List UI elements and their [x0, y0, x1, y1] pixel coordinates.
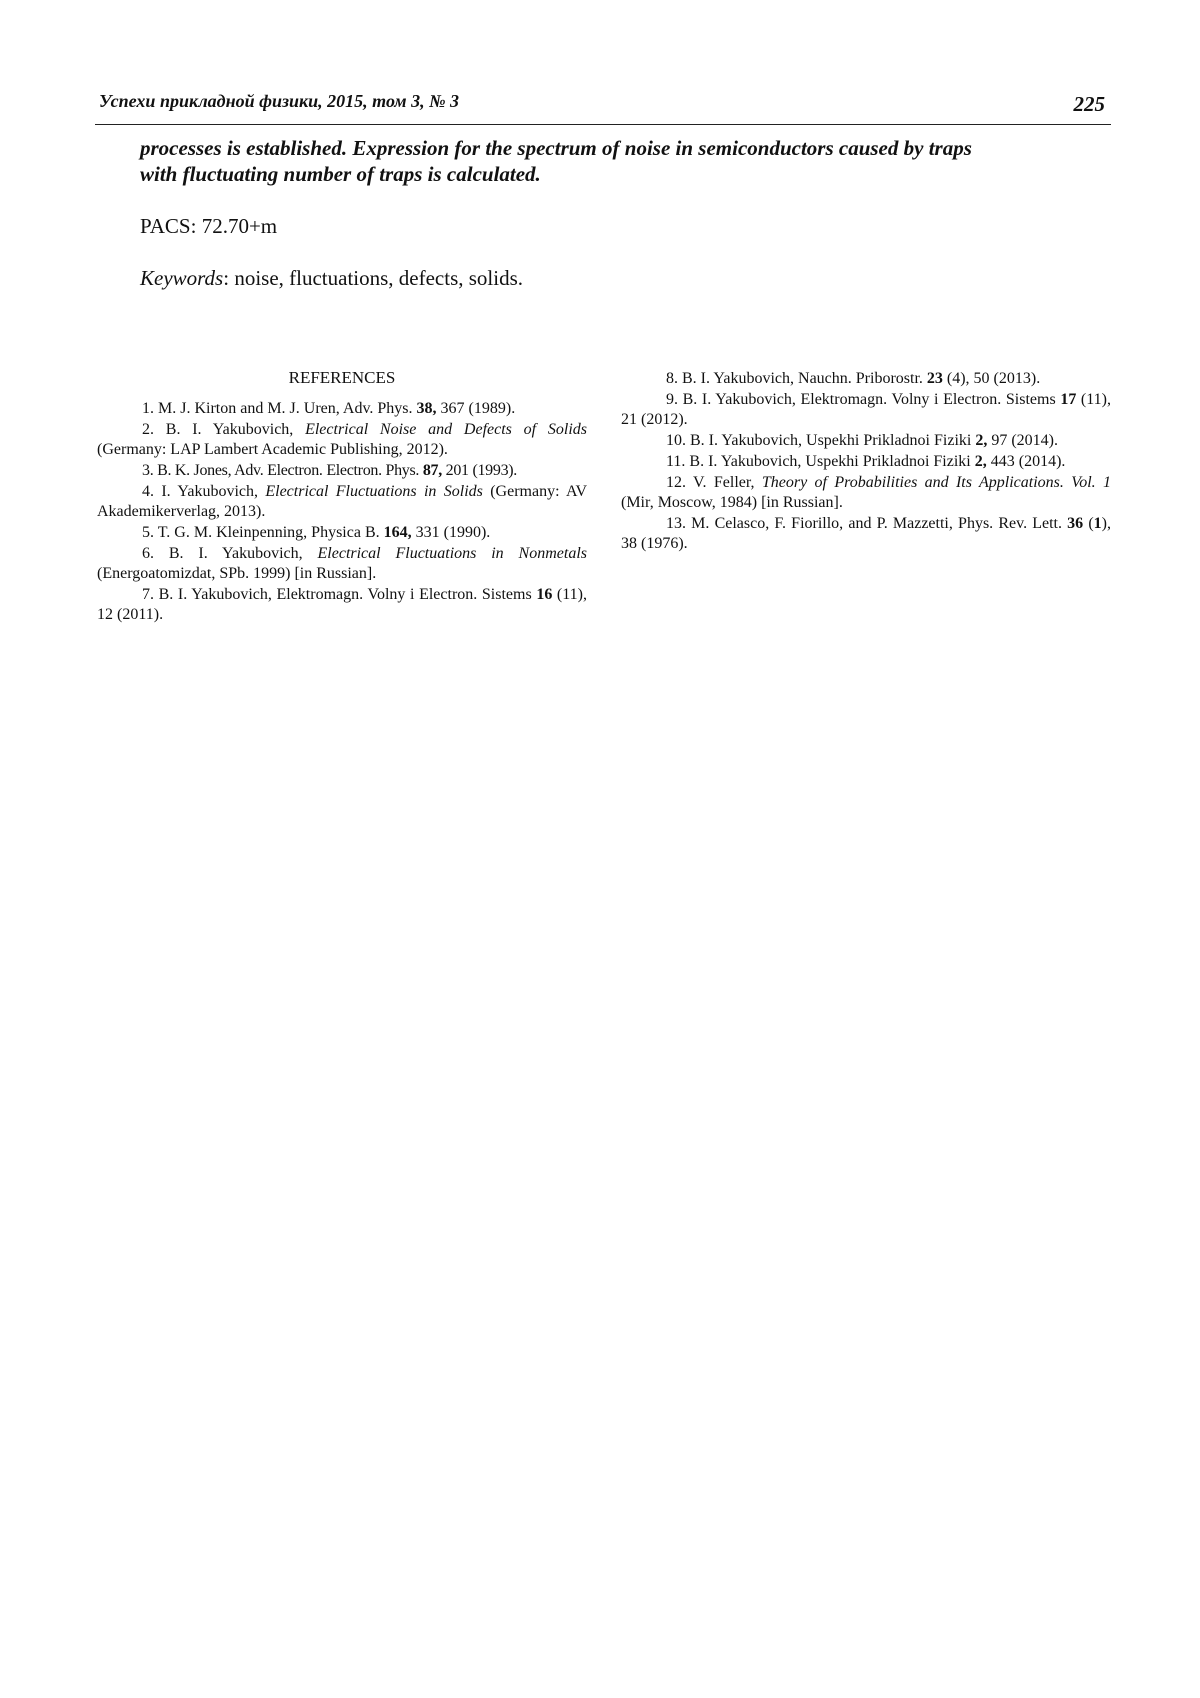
reference-bold: 87,: [422, 462, 442, 479]
reference-num: 8.: [666, 370, 678, 387]
reference-bold: 38,: [416, 400, 437, 417]
reference-bold: 16: [536, 586, 553, 603]
pacs-code: PACS: 72.70+m: [140, 214, 278, 238]
reference-item: [97, 585, 587, 625]
reference-num: 10.: [666, 432, 686, 449]
reference-item: [621, 514, 1111, 554]
reference-item: [97, 523, 587, 543]
reference-num: 12.: [666, 474, 686, 491]
reference-italic: Theory of Probabilities and Its Applications. Vol. 1: [761, 474, 1111, 491]
reference-num: 2.: [142, 421, 154, 438]
reference-pre: T. G. M. Kleinpenning, Physica B.: [154, 524, 384, 541]
reference-post: 367 (1989).: [436, 400, 516, 417]
reference-item: [621, 390, 1111, 430]
reference-pre: B. I. Yakubovich,: [154, 421, 306, 438]
reference-post: 443 (2014).: [986, 453, 1066, 470]
reference-item: [97, 482, 587, 522]
references-title: REFERENCES: [288, 368, 396, 387]
reference-item: [97, 399, 587, 419]
reference-bold: 2,: [974, 453, 987, 470]
reference-num: 7.: [142, 586, 154, 603]
reference-post: (Mir, Moscow, 1984) [in Russian].: [621, 494, 843, 511]
reference-post: (Germany: LAP Lambert Academic Publishing, 2012).: [97, 441, 448, 458]
reference-num: 4.: [142, 483, 154, 500]
keywords: [140, 266, 523, 291]
reference-num: 9.: [666, 391, 678, 408]
reference-num: 6.: [142, 545, 154, 562]
reference-item: [621, 369, 1111, 389]
reference-italic: Electrical Fluctuations in Nonmetals: [317, 545, 587, 562]
reference-post: 331 (1990).: [411, 524, 491, 541]
reference-pre: B. I. Yakubovich, Elektromagn. Volny i Electron. Sistems: [678, 391, 1061, 408]
page-number: 225: [1073, 92, 1105, 116]
reference-pre: B. I. Yakubovich, Uspekhi Prikladnoi Fiziki: [686, 432, 976, 449]
reference-pre: B. I. Yakubovich, Nauchn. Priborostr.: [678, 370, 927, 387]
reference-item: [621, 431, 1111, 451]
reference-num: 13.: [666, 515, 686, 532]
reference-italic: Electrical Noise and Defects of Solids: [305, 421, 587, 438]
reference-num: 5.: [142, 524, 154, 541]
reference-pre: B. I. Yakubovich, Elektromagn. Volny i Electron. Sistems: [154, 586, 537, 603]
reference-item: [621, 473, 1111, 513]
reference-item: [97, 544, 587, 584]
reference-post: (11), 21 (2012).: [621, 391, 1111, 428]
abstract-continuation: [140, 135, 1070, 187]
abstract-line: with fluctuating number of traps is calculated.: [140, 162, 541, 186]
reference-item: [97, 420, 587, 460]
reference-bold: 1: [1093, 515, 1102, 532]
reference-bold: 2,: [975, 432, 988, 449]
keywords-text: : noise, fluctuations, defects, solids.: [223, 266, 524, 290]
reference-pre: M. Celasco, F. Fiorillo, and P. Mazzetti, Phys. Rev. Lett.: [686, 515, 1068, 532]
reference-pre: M. J. Kirton and M. J. Uren, Adv. Phys.: [154, 400, 417, 417]
reference-pre: I. Yakubovich,: [154, 483, 266, 500]
keywords-label: Keywords: [140, 266, 224, 290]
reference-bold: 17: [1060, 391, 1077, 408]
reference-pre: B. K. Jones, Adv. Electron. Electron. Phys.: [153, 462, 423, 479]
reference-post: (4), 50 (2013).: [942, 370, 1041, 387]
reference-bold: 23: [926, 370, 943, 387]
reference-mid: (: [1083, 515, 1094, 532]
journal-citation: Успехи прикладной физики, 2015, том 3, № 3: [99, 91, 460, 111]
reference-post: 97 (2014).: [987, 432, 1058, 449]
abstract-line: processes is established. Expression for the spectrum of noise in semiconductors caused by traps: [140, 136, 972, 160]
references-column-right: [621, 369, 1111, 555]
reference-num: 11.: [666, 453, 686, 470]
reference-item: [97, 461, 587, 481]
reference-pre: V. Feller,: [686, 474, 762, 491]
reference-item: [621, 452, 1111, 472]
reference-post: ), 38 (1976).: [621, 515, 1111, 552]
reference-post: (11), 12 (2011).: [97, 586, 587, 623]
reference-bold: 36: [1067, 515, 1084, 532]
reference-num: 3.: [142, 462, 154, 479]
reference-post: (Germany: AV Akademikerverlag, 2013).: [97, 483, 588, 520]
reference-post: (Energoatomizdat, SPb. 1999) [in Russian].: [97, 565, 377, 582]
reference-bold: 164,: [383, 524, 412, 541]
reference-pre: B. I. Yakubovich,: [154, 545, 318, 562]
running-header: [95, 88, 1111, 125]
reference-num: 1.: [142, 400, 154, 417]
reference-italic: Electrical Fluctuations in Solids: [265, 483, 483, 500]
reference-post: 201 (1993).: [441, 462, 518, 479]
reference-pre: B. I. Yakubovich, Uspekhi Prikladnoi Fiziki: [685, 453, 975, 470]
references-column-left: [97, 368, 587, 626]
